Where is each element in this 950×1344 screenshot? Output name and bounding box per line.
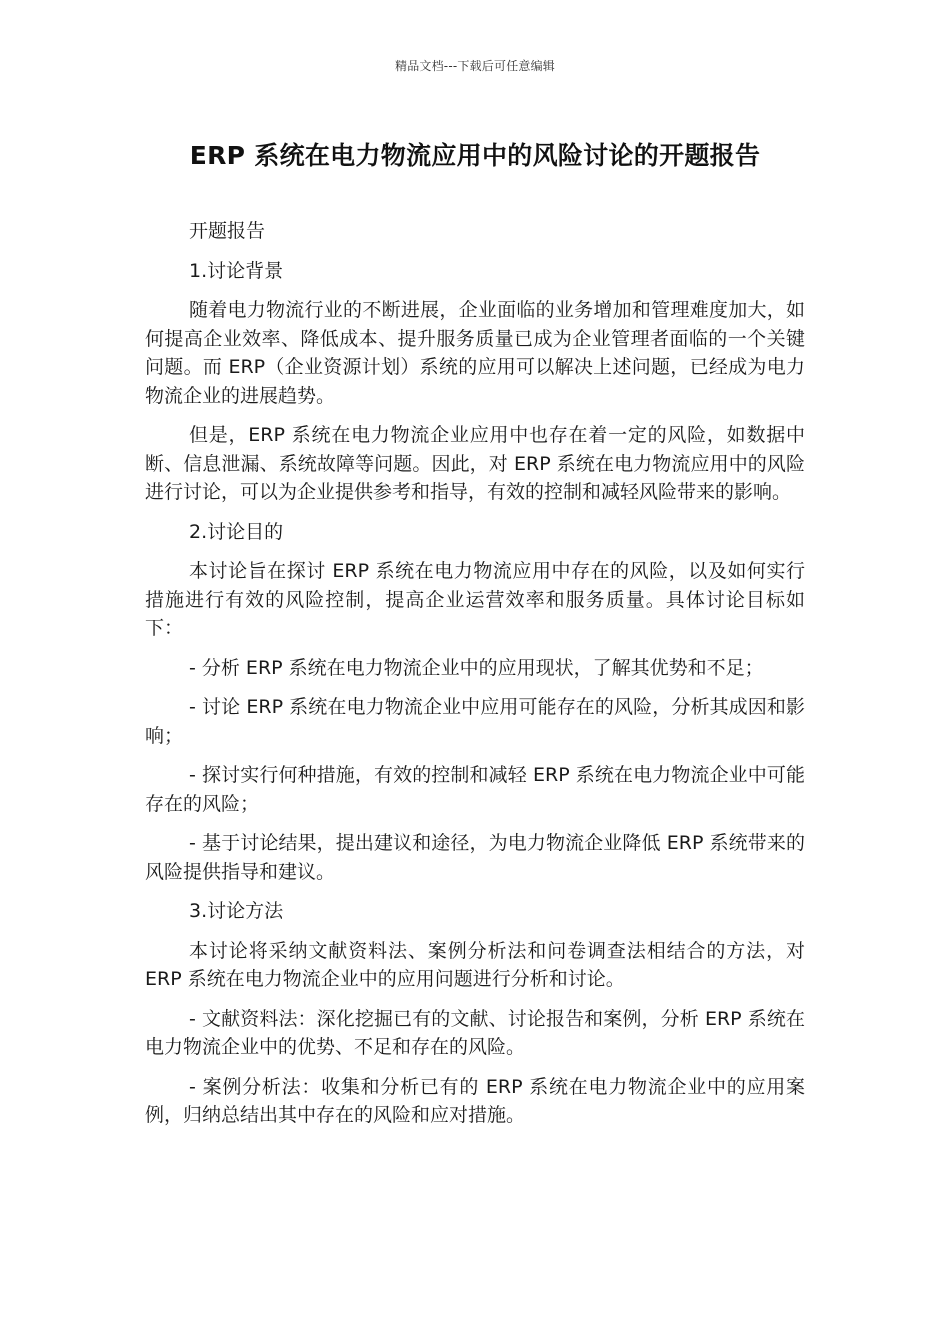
paragraph-background-1: 随着电力物流行业的不断进展，企业面临的业务增加和管理难度加大，如何提高企业效率、降低成本、提升服务质量已成为企业管理者面临的一个关键问题。而 ERP（企业资源计划）系统的应用可以解决上述问题，已经成为电力物流企业的进展趋势。	[145, 299, 805, 407]
list-item: - 文献资料法：深化挖掘已有的文献、讨论报告和案例，分析 ERP 系统在电力物流企业中的优势、不足和存在的风险。	[145, 1007, 805, 1058]
section-heading-method: 3.讨论方法	[189, 900, 284, 922]
list-item: - 讨论 ERP 系统在电力物流企业中应用可能存在的风险，分析其成因和影响；	[145, 696, 805, 747]
header-note: 精品文档---下载后可任意编辑	[395, 59, 555, 73]
list-item: - 基于讨论结果，提出建议和途径，为电力物流企业降低 ERP 系统带来的风险提供指导和建议。	[145, 832, 805, 883]
list-item: - 分析 ERP 系统在电力物流企业中的应用现状，了解其优势和不足；	[189, 656, 764, 679]
paragraph-background-2: 但是，ERP 系统在电力物流企业应用中也存在着一定的风险，如数据中断、信息泄漏、系统故障等问题。因此，对 ERP 系统在电力物流应用中的风险进行讨论，可以为企业提供参考和指导，有效的控制和减轻风险带来的影响。	[145, 424, 805, 503]
list-item: - 案例分析法：收集和分析已有的 ERP 系统在电力物流企业中的应用案例，归纳总结出其中存在的风险和应对措施。	[145, 1075, 805, 1126]
section-label: 开题报告	[189, 220, 266, 242]
paragraph-method-intro: 本讨论将采纳文献资料法、案例分析法和问卷调查法相结合的方法，对 ERP 系统在电力物流企业中的应用问题进行分析和讨论。	[145, 939, 805, 990]
list-item: - 探讨实行何种措施，有效的控制和减轻 ERP 系统在电力物流企业中可能存在的风险；	[145, 764, 805, 815]
section-heading-purpose: 2.讨论目的	[189, 520, 284, 543]
document-body	[145, 217, 805, 1141]
section-heading-background: 1.讨论背景	[189, 259, 284, 282]
document-title: ERP 系统在电力物流应用中的风险讨论的开题报告	[189, 141, 761, 170]
paragraph-purpose-intro: 本讨论旨在探讨 ERP 系统在电力物流应用中存在的风险，以及如何实行措施进行有效的风险控制，提高企业运营效率和服务质量。具体讨论目标如下：	[145, 560, 805, 639]
